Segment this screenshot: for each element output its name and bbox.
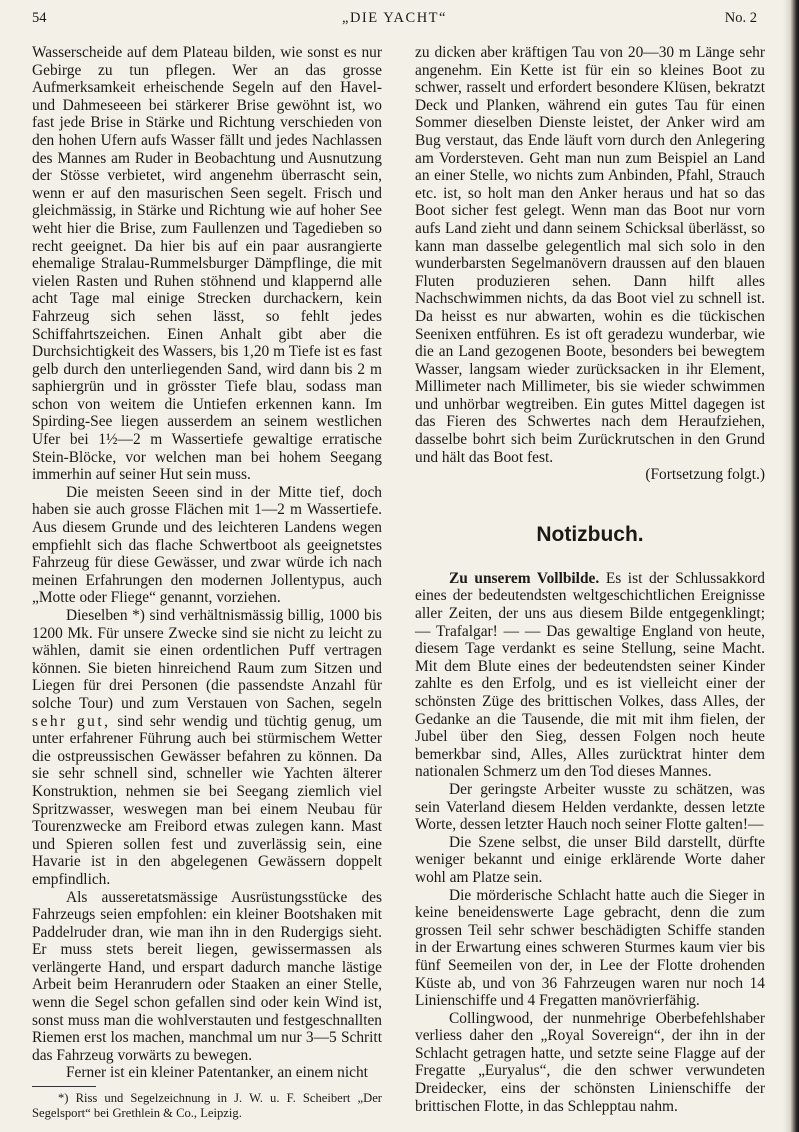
right-column: [415, 44, 765, 1115]
paragraph: [415, 570, 765, 781]
section-heading: Notizbuch.: [536, 522, 644, 546]
paragraph: zu dicken aber kräftigen Tau von 20—30 m Länge sehr angenehm. Ein Kette ist für ein so kleines Boot zu schwer, rasselt und erfordert besondere Klüsen, bekratzt Deck und Planken, während ein gutes Tau für einen Sommer dieselben Dienste leistet, der Anker wird am Bug verstaut, das Ende läuft vorn durch den Anlegering am Vordersteven. Geht man nun zum Beispiel an Land an einer Stelle, wo nichts zum Anbinden, Pfahl, Strauch etc. ist, so holt man den Anker heraus und hat so das Boot sicher fest gelegt. Wenn man das Boot nur vorn aufs Land zieht und dann seinem Schicksal überlässt, so kann man dasselbe gelegentlich mal sich solo in den wunderbarsten Segelmanövern draussen auf den blauen Fluten produzieren sehen. Dann hilft alles Nachschwimmen nichts, da das Boot viel zu schnell ist. Da heisst es nur abwarten, wohin es die tückischen Seenixen entführen. Es ist oft geradezu wunderbar, wie die an Land gezogenen Boote, besonders bei bewegtem Wasser, langsam wieder zurücksacken in ihr Element, Millimeter nach Millimeter, bis sie wieder schwimmen und unhörbar wegtreiben. Ein gutes Mittel dagegen ist das Fieren des Schwertes nach dem Heraufziehen, dasselbe bohrt sich beim Zurückrutschen in den Grund und hält das Boot fest.: [415, 44, 765, 466]
page-number: 54: [32, 10, 47, 26]
paragraph-text: Dieselben *) sind verhältnismässig billig, 1000 bis 1200 Mk. Für unsere Zwecke sind sie nicht zu leicht zu wählen, damit sie einen ordentlichen Puff vertragen können. Sie bieten hinreichend Raum zum Sitzen und Liegen für drei Personen (die passendste Anzahl für solche Tour) und zum Verstauen von Sachen, segeln: [32, 607, 382, 712]
paragraph: Die Szene selbst, die unser Bild darstellt, dürfte weniger bekannt und einige erklärende Worte daher wohl am Platze sein.: [415, 833, 765, 886]
footnote: *) Riss und Segelzeichnung in J. W. u. F. Scheibert „Der Segelsport“ bei Grethlein & Co., Leipzig.: [32, 1091, 382, 1121]
paragraph-lead: Zu unserem Vollbilde.: [449, 569, 600, 587]
journal-title: „DIE YACHT“: [342, 10, 447, 26]
paragraph: [32, 607, 382, 889]
paragraph: Die mörderische Schlacht hatte auch die Sieger in keine beneidenswerte Lage gebracht, denn die zum grossen Teil sehr schwer beschädigten Schiffe standen in der Erwartung eines schweren Sturmes kaum vier bis fünf Seemeilen von der, in Lee der Flotte drohenden Küste ab, und von 36 Fahrzeugen waren nur noch 14 Linienschiffe und 4 Fregatten manövrierfähig.: [415, 886, 765, 1010]
paragraph: Die meisten Seeen sind in der Mitte tief, doch haben sie auch grosse Flächen mit 1—2 m Wassertiefe. Aus diesem Grunde und des leichteren Landens wegen empfiehlt sich das flache Schwertboot als geeignetstes Fahrzeug für diese Gewässer, und zwar würde ich nach meinen Erfahrungen den modernen Jollentypus, auch „Motte oder Fliege“ genannt, vorziehen.: [32, 483, 382, 607]
spaced-emphasis: sehr gut,: [32, 712, 111, 730]
issue-number: No. 2: [724, 10, 757, 26]
paragraph: Collingwood, der nunmehrige Oberbefehlshaber verliess daher den „Royal Sovereign“, der ihn in der Schlacht getragen hatte, und setzte seine Flagge auf der Fregatte „Euryalus“, die den schwer verwundeten Dreidecker, eins der schönsten Linienschiffe der brittischen Flotte, in das Schlepptau nahm.: [415, 1009, 765, 1115]
paragraph: Wasserscheide auf dem Plateau bilden, wie sonst es nur Gebirge zu tun pflegen. Wer an das grosse Aufmerksamkeit erheischende Segeln auf den Havel- und Dahmeseeen bei stärkerer Brise gewöhnt ist, wo fast jede Brise in Stärke und Richtung verschieden von den hohen Ufern aufs Wasser fällt und jedes Nachlassen des Mannes am Ruder in Beobachtung und Ausnutzung der Stösse verbietet, wird angenehm überrascht sein, wenn er auf den masurischen Seen segelt. Frisch und gleichmässig, in Stärke und Richtung wie auf hoher See weht hier die Brise, zum Faullenzen und Tagedieben so recht geeignet. Da hier bis auf ein paar ausrangierte ehemalige Stralau-Rummelsburger Dämpflinge, die mit vielen Rasten und Ruhen stöhnend und klappernd alle acht Tage mal einige Strecken durchackern, kein Fahrzeug sich sehen lässt, so fehlt jedes Schiffahrtszeichen. Einen Anhalt gibt aber die Durchsichtigkeit des Wassers, bis 1,20 m Tiefe ist es fast gelb durch den unterliegenden Sand, wird dann bis 2 m saphiergrün und in grösster Tiefe blau, sodass man schon von weitem die Untiefen erkennen kann. Im Spirding-See liegen ausserdem an seinem westlichen Ufer bei 1½—2 m Wassertiefe gewaltige erratische Stein-Blöcke, vor welchen man bei hohem Seegang immerhin auf seiner Hut sein muss.: [32, 44, 382, 484]
paragraph: Der geringste Arbeiter wusste zu schätzen, was sein Vaterland diesem Helden verdankte, dessen letzte Worte, dessen letzter Hauch noch seiner Flotte galten!—: [415, 780, 765, 834]
left-column: [32, 44, 382, 1121]
paragraph-text: sind sehr wendig und tüchtig genug, um unter erfahrener Führung auch bei stürmischem Wetter die ostpreussischen Gewässer befahren zu können. Da sie sehr schnell sind, schneller wie Yachten älterer Konstruktion, nehmen sie bei Seegang ziemlich viel Spritzwasser, weswegen man bei einem Neubau für Tourenzwecke am Freibord etwas zulegen kann. Mast und Spieren sollen fest und zuverlässig sein, eine Havarie ist in den abgelegenen Gewässern doppelt empfindlich.: [32, 712, 382, 888]
scan-edge-shadow: [783, 0, 799, 1132]
paragraph-text: Es ist der Schlussakkord eines der bedeutendsten weltgeschichtlichen Ereignisse aller Zeiten, der uns aus diesem Bilde entgegenklingt; — Trafalgar! — — Das gewaltige England von heute, diesem Tage verdankt es seine Stellung, seine Macht. Mit dem Blute eines der bedeutendsten seiner Kinder zahlte es den Erfolg, und es ist vielleicht einer der schönsten Züge des brittischen Volkes, dass Alles, der Gedanke an die Tausende, die mit mit ihm fielen, der Jubel über den Sieg, dessen Folgen noch heute bemerkbar sind, Alles, Alles zurücktrat hinter dem nationalen Schmerz um den Tod dieses Mannes.: [415, 569, 765, 781]
paragraph: Als ausseretatsmässige Ausrüstungsstücke des Fahrzeugs seien empfohlen: ein kleiner Bootshaken mit Paddelruder dran, wie man ihn in den Rudergigs sieht. Er muss stets bereit liegen, gewissermassen als verlängerte Hand, und erspart dadurch manche lästige Arbeit beim Heranrudern oder Staaken an einer Stelle, wenn die Segel schon gefallen sind oder kein Wind ist, sonst muss man die wohlverstauten und festgeschnallten Riemen erst los machen, manchmal um nur 3—5 Schritt das Fahrzeug vorwärts zu bewegen.: [32, 888, 382, 1064]
paragraph: Ferner ist ein kleiner Patentanker, an einem nicht: [66, 1064, 368, 1082]
running-header: [32, 10, 757, 32]
footnote-divider: [32, 1086, 96, 1087]
continuation-note: (Fortsetzung folgt.): [645, 466, 765, 484]
